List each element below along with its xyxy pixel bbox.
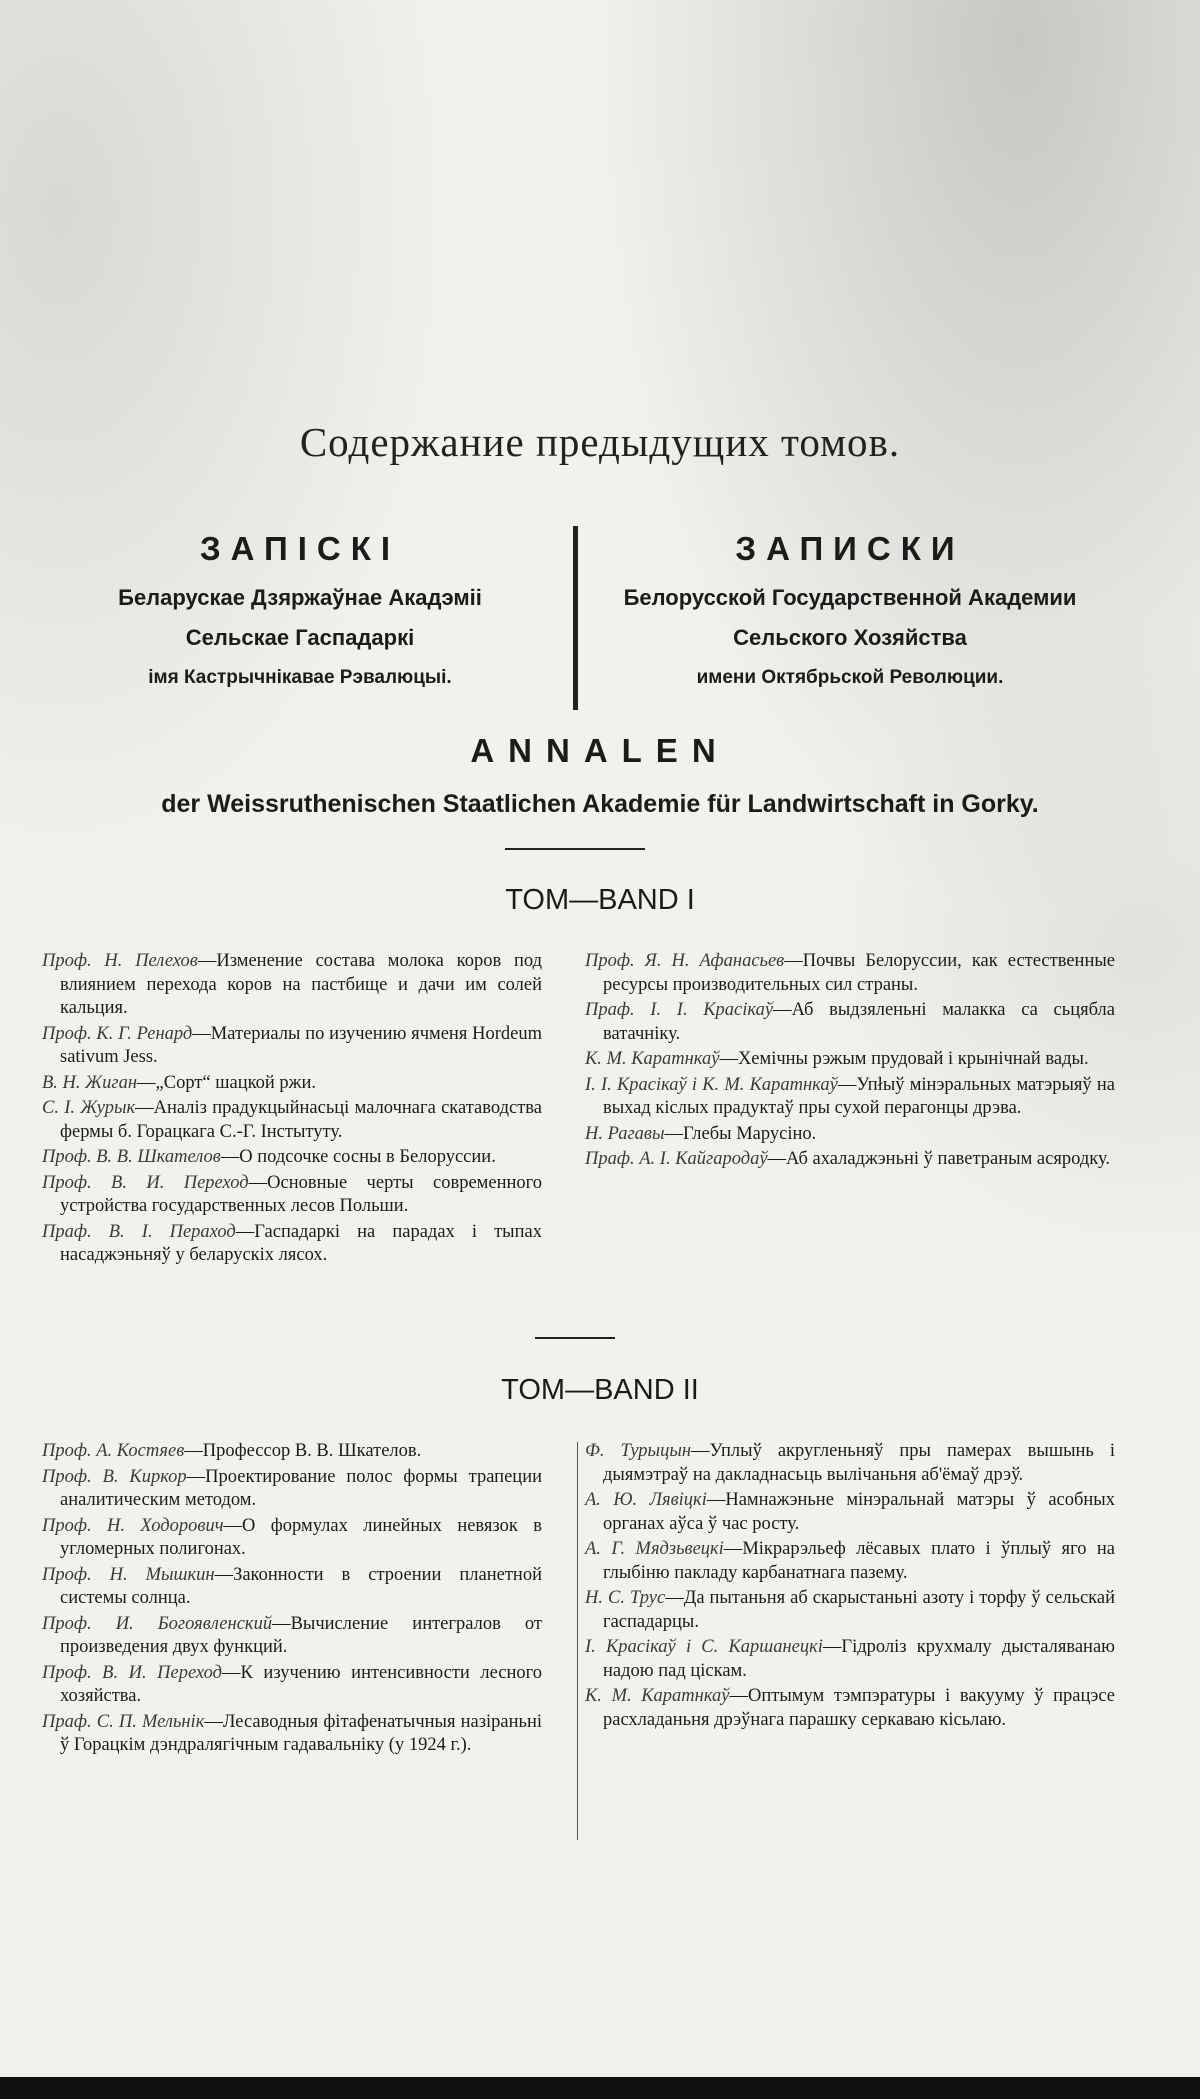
entry-author: Праф. А. І. Кайгародаў [585, 1149, 768, 1169]
entry-title: —Упłыў мінэральных матэрыяў на выхад кіслых прадуктаў пры сухой перагонцы дрэва. [603, 1074, 1115, 1118]
entry-title: —Изменение состава молока коров под влиянием перехода коров на пастбище и дачи им солей кальция. [60, 951, 543, 1018]
header-russian-line3: имени Октябрьской Революции. [696, 667, 1004, 688]
band-2-column-divider [577, 1442, 578, 1840]
entry-author: Проф. К. Г. Ренард [42, 1023, 193, 1044]
header-belarusian-line2: Сельскае Гаспадаркі [185, 625, 415, 650]
contents-entry [585, 999, 1115, 1046]
entry-author: Ф. Турыцын [585, 1441, 692, 1461]
band-2-right-column [585, 1440, 1115, 1734]
entry-author: Проф. И. Богоявленский [42, 1613, 273, 1634]
header-divider [573, 526, 578, 710]
entry-author: Проф. В. В. Шкателов [42, 1147, 221, 1167]
entry-title: —Проектирование полос формы трапеции аналитическим методом. [60, 1466, 542, 1510]
entry-author: Проф. Я. Н. Афанасьев [585, 951, 785, 971]
entry-author: І. І. Красікаў і К. М. Каратнкаў [585, 1074, 838, 1095]
entry-title: —Профессор В. В. Шкателов. [184, 1441, 422, 1461]
contents-entry [585, 1587, 1115, 1634]
entry-title: —Намнажэньне мінэральнай матэры ў асобных органах аўса ў час росту. [603, 1490, 1115, 1534]
entry-author: Проф. Н. Ходорович [42, 1515, 224, 1536]
contents-entry [42, 1146, 542, 1170]
entry-author: Проф. А. Костяев [42, 1441, 185, 1461]
entry-title: —Да пытаньня аб скарыстаньні азоту і торфу ў сельскай гаспадарцы. [603, 1588, 1115, 1632]
header-belarusian-line1: Беларускае Дзяржаўнае Акадэміі [118, 585, 482, 610]
contents-entry [585, 1123, 1115, 1147]
contents-entry [42, 1172, 542, 1219]
contents-entry [42, 1023, 542, 1070]
header-russian-title: ЗАПИСКИ [735, 530, 965, 567]
header-belarusian-title: ЗАПІСКІ [199, 530, 401, 567]
entry-author: І. Красікаў і С. Каршанецкі [585, 1637, 823, 1657]
contents-entry [42, 1613, 542, 1660]
contents-entry [42, 1072, 542, 1096]
entry-author: Проф. В. И. Переход [42, 1662, 223, 1683]
header-russian-line2: Сельского Хозяйства [733, 625, 967, 650]
entry-title: —Гаспадаркі на парадах і тыпах насаджэньняў у беларускіх лясох. [60, 1221, 542, 1265]
contents-entry [42, 1662, 542, 1709]
contents-entry [42, 1097, 542, 1144]
contents-entry [585, 1685, 1115, 1732]
entry-author: Праф. І. І. Красікаў [585, 1000, 774, 1020]
entry-title: —Аб ахаладжэньні ў паветраным асяродку. [767, 1149, 1110, 1169]
contents-entry [585, 1489, 1115, 1536]
band-2-left-column [42, 1440, 542, 1760]
contents-entry [585, 950, 1115, 997]
contents-entry [42, 1221, 542, 1268]
contents-entry [585, 1440, 1115, 1487]
band-1-right-column [585, 950, 1115, 1174]
band-2-heading: TOM—BAND II [501, 1374, 699, 1406]
contents-entry [42, 1466, 542, 1513]
contents-entry [585, 1048, 1115, 1072]
contents-entry [585, 1538, 1115, 1585]
annalen-title: ANNALEN [470, 732, 730, 769]
header-russian [590, 530, 1110, 698]
entry-title: —Аб выдзяленьні малакка са сьцябла ватачніку. [603, 1000, 1116, 1044]
entry-author: Н. С. Трус [585, 1588, 666, 1608]
entry-title: —Уплыў акругленьняў пры памерах вышынь і дыямэтраў на дакладнасьць вылічаньня аб'ёмаў дрэў. [603, 1441, 1115, 1485]
entry-author: С. І. Журык [42, 1098, 136, 1118]
entry-title: —Гідроліз крухмалу дысталяванаю надою пад ціскам. [603, 1637, 1115, 1681]
page-title: Содержание предыдущих томов. [299, 419, 901, 465]
entry-author: Проф. В. И. Переход [42, 1172, 249, 1193]
entry-author: Проф. Н. Пелехов [42, 951, 198, 971]
contents-entry [585, 1148, 1115, 1172]
contents-entry [42, 1440, 542, 1464]
entry-title: —Материалы по изучению ячменя Hordeum sativum Jess. [60, 1023, 542, 1067]
entry-title: —О подсочке сосны в Белоруссии. [220, 1147, 496, 1167]
entry-author: Проф. Н. Мышкин [42, 1564, 215, 1585]
entry-author: В. Н. Жиган [42, 1072, 138, 1093]
entry-title: —Почвы Белоруссии, как естественные ресурсы производительных сил страны. [603, 951, 1115, 995]
header-russian-line1: Белорусской Государственной Академии [623, 585, 1077, 610]
entry-title: —„Сорт“ шацкой ржи. [137, 1072, 316, 1093]
entry-author: Н. Рагавы [585, 1123, 665, 1144]
header-belarusian-line3: імя Кастрычнікавае Рэвалюцыі. [148, 667, 452, 688]
entry-title: —Лесаводныя фітафенатычныя назіраньні ў Горацкім дэндралягічным гадавальніку (у 1924 г.). [60, 1711, 542, 1755]
entry-title: —Мікрарэльеф лёсавых плато і ўплыў яго на глыбіню пакладу карбанатнага пазему. [603, 1539, 1115, 1583]
rule-2 [535, 1337, 615, 1339]
entry-author: Праф. С. П. Мельнік [42, 1711, 205, 1732]
entry-title: —Глебы Марусіно. [664, 1123, 817, 1144]
contents-entry [42, 1711, 542, 1758]
contents-entry [42, 950, 542, 1021]
entry-author: А. Г. Мядзьвецкі [585, 1539, 724, 1559]
entry-title: —К изучению интенсивности лесного хозяйства. [60, 1662, 542, 1706]
contents-entry [585, 1636, 1115, 1683]
entry-author: К. М. Каратнкаў [585, 1049, 720, 1069]
entry-title: —Законности в строении планетной системы солнца. [60, 1564, 542, 1608]
band-1-left-column [42, 950, 542, 1270]
entry-title: —Хемічны рэжым прудовай і крынічнай вады. [719, 1049, 1089, 1069]
rule-1 [505, 848, 645, 850]
header-belarusian [40, 530, 560, 698]
entry-title: —О формулах линейных невязок в угломерных полигонах. [60, 1515, 542, 1559]
band-1-heading: TOM—BAND I [505, 884, 695, 916]
contents-entry [585, 1074, 1115, 1121]
annalen-subtitle: der Weissruthenischen Staatlichen Akademie für Landwirtschaft in Gorky. [161, 790, 1039, 818]
entry-title: —Аналіз прадукцыйнасьці малочнага скатаводства фермы б. Горацкага С.-Г. Інстытуту. [60, 1098, 542, 1142]
entry-author: Проф. В. Киркор [42, 1466, 187, 1487]
entry-title: —Оптымум тэмпэратуры і вакууму ў працэсе расхладаньня дрэўнага парашку серкаваю кісьлаю. [603, 1686, 1115, 1730]
entry-title: —Вычисление интегралов от произведения двух функций. [60, 1613, 542, 1657]
contents-entry [42, 1515, 542, 1562]
entry-author: Праф. В. І. Пераход [42, 1221, 236, 1242]
contents-entry [42, 1564, 542, 1611]
entry-author: К. М. Каратнкаў [585, 1686, 730, 1706]
entry-title: —Основные черты современного устройства государственных лесов Польши. [60, 1172, 543, 1216]
entry-author: А. Ю. Лявіцкі [585, 1490, 707, 1510]
page-bottom-edge [0, 2077, 1200, 2099]
